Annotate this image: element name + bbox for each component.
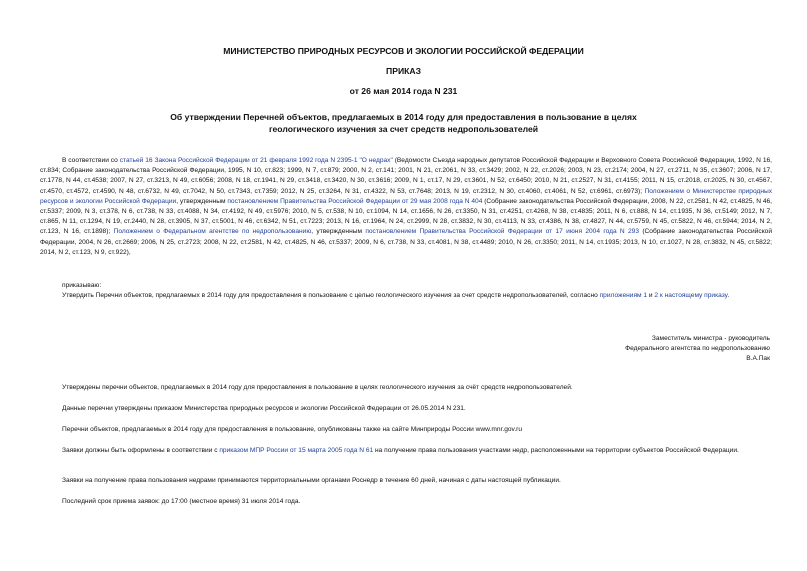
note-3-text: Перечни объектов, предлагаемых в 2014 году для предоставления в пользование, опубликованы также на сайте Минприроды России www.mnr.gov.ru <box>62 426 523 433</box>
order-text-2: и <box>647 292 655 299</box>
appendix-2-link[interactable]: 2 к настоящему приказу <box>654 292 728 299</box>
date-number-heading: от 26 мая 2014 года N 231 <box>349 86 458 96</box>
preamble-text-4: (Собрание законодательства Российской Федерации, 2008, N 22, ст.2581, N 42, ст.4825, N 46, ст.5337; 2009, N 3, ст.378, N 6, ст.738, N 33, ст.4088, N 34, ст.4192, N 49, ст.5976; 2010, N 5, ст.538, N 10, ст.1094, N 14, ст.1656, N 26, ст.3350, N 31, ст.4251, ст.4268, N 38, ст.4835; 2011, N 6, ст.888, N 14, ст.1935, N 36, ст.5149; 2012, N 7, ст.865, N 11, ст.1294, N 19, ст.2440, N 28, ст.3905, N 37, ст.5001, N 46, ст.6342, N 51, ст.7223; 2013, N 16, ст.1964, N 24, ст.2999, N 28, ст.3832, N 30, ст.4113, N 33, ст.4386, N 38, ст.4827, N 44, ст.5759, N 45, ст.5822, N 46, ст.5944; 2014, N 2, ст.123, N 16, ст.1898); <box>40 197 772 236</box>
order-text-3: . <box>727 292 730 299</box>
note-2-text: Данные перечни утверждены приказом Министерства природных ресурсов и экологии Российской Федерации от 26.05.2014 N 231. <box>62 405 466 412</box>
signature-name: В.А.Пак <box>746 355 770 363</box>
preamble-text-5: , утвержденным <box>311 228 366 236</box>
mpr-order-61-link[interactable]: приказом МПР России от 15 марта 2005 года N 61 <box>219 447 374 454</box>
agency-regulation-link[interactable]: Положением о Федеральном агентстве по недропользованию <box>113 228 312 236</box>
appendix-1-link[interactable]: приложениям 1 <box>599 292 648 299</box>
note-5 <box>40 476 772 486</box>
government-decree-404-link[interactable]: постановлением Правительства Российской Федерации от 29 мая 2008 года N 404 <box>227 197 483 205</box>
order-word <box>40 281 772 291</box>
note-1-text: Утверждены перечни объектов, предлагаемых в 2014 году для предоставления в пользование в целях геологического изучения за счёт средств недропользователей. <box>62 384 573 391</box>
order-word-text: приказываю: <box>62 282 102 289</box>
preamble-text-6: (Собрание законодательства Российской Федерации, 2004, N 26, ст.2669; 2006, N 25, ст.2723; 2008, N 22, ст.2581, N 42, ст.4825, N 46, ст.5337; 2009, N 6, ст.738, N 33, ст.4081, N 38, ст.4489; 2010, N 26, ст.3350; 2011, N 14, ст.1935; 2013, N 10, ст.1027, N 28, ст.3832, N 45, ст.5822; 2014, N 2, ст.123, N 9, ст.922), <box>40 228 772 256</box>
preamble-text-2: (Ведомости Съезда народных депутатов Российской Федерации и Верховного Совета Российской Федерации, 1992, N 16, ст.834; Собрание законодательства Российской Федерации, 1995, N 10, ст.823; 1999, N 7, ст.879; 2000, N 2, ст.141; 2001, N 21, ст.2061, N 33, ст.3429; 2002, N 22, ст.2026; 2003, N 23, ст.2174; 2004, N 27, ст.2711, N 35, ст.3607; 2006, N 17, ст.1778, N 44, ст.4538; 2007, N 27, ст.3213, N 49, ст.6056; 2008, N 18, ст.1941, N 29, ст.3418, ст.3420, N 30, ст.3616; 2009, N 1, ст.17, N 29, ст.3601, N 52, ст.6450; 2010, N 21, ст.2527, N 31, ст.4155; 2011, N 15, ст.2018, ст.2025, N 30, ст.4567, ст.4570, ст.4572, ст.4590, N 48, ст.6732, N 49, ст.7042, N 50, ст.7343, ст.7359; 2012, N 25, ст.3264, N 31, ст.4322, N 53, ст.7648; 2013, N 19, ст.2312, N 30, ст.4060, ст.4061, N 52, ст.6961, ст.6973); <box>40 157 772 195</box>
ministry-regulation-link[interactable]: Положением о Министерстве природных ресурсов и экологии Российской Федерации <box>40 187 773 205</box>
note-4-text-b: на получение права пользования участками недр, расположенными на территории субъектов Российской Федерации. <box>373 447 739 454</box>
government-decree-293-link[interactable]: постановлением Правительства Российской Федерации от 17 июня 2004 года N 293 <box>365 228 640 236</box>
note-3 <box>40 425 772 435</box>
ministry-heading: МИНИСТЕРСТВО ПРИРОДНЫХ РЕСУРСОВ И ЭКОЛОГИИ РОССИЙСКОЙ ФЕДЕРАЦИИ <box>223 46 584 56</box>
note-2 <box>40 404 772 414</box>
signature-position-line-1: Заместитель министра - руководитель <box>651 335 770 342</box>
preamble-text-3: , утвержденным <box>176 197 228 205</box>
note-5-text: Заявки на получение права пользования недрами принимаются территориальными органами Роснедр в течение 60 дней, начиная с даты настоящей публикации. <box>62 477 561 484</box>
order-text-1: Утвердить Перечни объектов, предлагаемых в 2014 году для предоставления в пользование с целью геологического изучения за счет средств недропользователей, согласно <box>62 292 600 299</box>
note-1 <box>40 383 772 393</box>
order-paragraph <box>40 291 772 301</box>
note-4 <box>40 446 772 456</box>
signature-block <box>625 334 770 365</box>
law-on-subsoil-link[interactable]: статьей 16 Закона Российской Федерации от 21 февраля 1992 года N 2395-1 "О недрах" <box>119 157 393 164</box>
preamble-text-1: В соответствии со <box>62 157 120 164</box>
note-4-text-a: Заявки должны быть оформлены в соответствии с <box>62 447 220 454</box>
signature-position-line-2: Федерального агентства по недропользованию <box>625 345 770 353</box>
doc-type-heading: ПРИКАЗ <box>386 66 421 76</box>
order-title: Об утверждении Перечней объектов, предлагаемых в 2014 году для предоставления в пользование в целях геологического изучения за счет средств недропользователей <box>170 112 637 134</box>
preamble-paragraph <box>40 156 772 258</box>
note-6-text: Последний срок приема заявок: до 17:00 (местное время) 31 июля 2014 года. <box>62 498 301 505</box>
note-6 <box>40 497 772 507</box>
